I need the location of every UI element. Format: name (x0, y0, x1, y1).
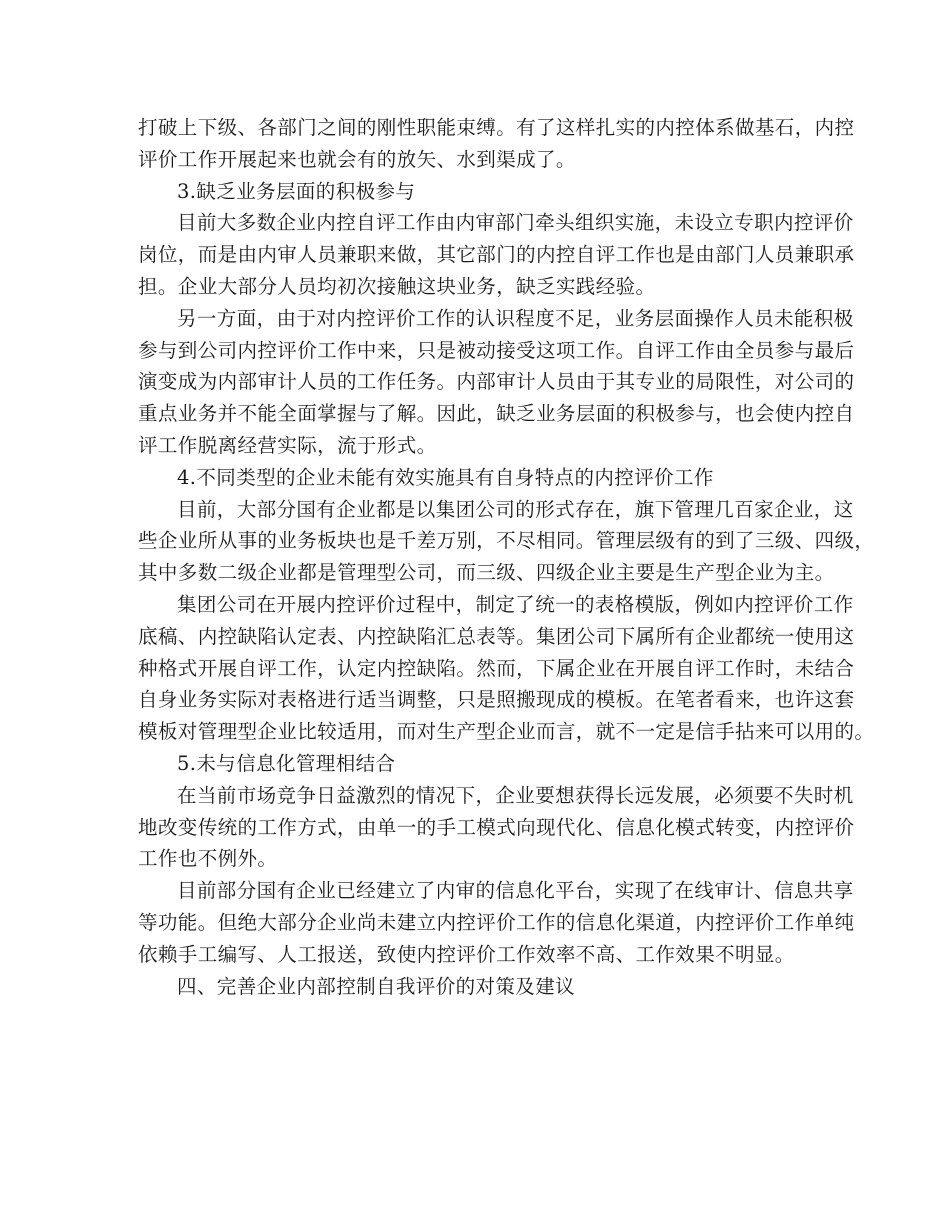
paragraph (138, 875, 855, 970)
text-line: 重点业务并不能全面掌握与了解。因此，缺乏业务层面的积极参与，也会使内控自 (138, 402, 855, 426)
text-line: 集团公司在开展内控评价过程中，制定了统一的表格模版，例如内控评价工作 (177, 592, 854, 616)
section-heading: 4.不同类型的企业未能有效实施具有自身特点的内控评价工作 (177, 465, 714, 489)
text-line: 其中多数二级企业都是管理型公司，而三级、四级企业主要是生产型企业为主。 (138, 561, 835, 585)
text-line: 目前部分国有企业已经建立了内审的信息化平台，实现了在线审计、信息共享 (177, 879, 854, 903)
text-line: 底稿、内控缺陷认定表、内控缺陷汇总表等。集团公司下属所有企业都统一使用这 (138, 624, 855, 648)
text-line: 评价工作开展起来也就会有的放矢、水到渠成了。 (138, 147, 576, 171)
paragraph-continued (138, 112, 855, 176)
text-line: 担。企业大部分人员均初次接触这块业务，缺乏实践经验。 (138, 274, 656, 298)
text-line: 在当前市场竞争日益激烈的情况下，企业要想获得长远发展，必须要不失时机 (177, 783, 854, 807)
paragraph (138, 303, 855, 462)
document-page (138, 112, 875, 1002)
section-heading: 四、完善企业内部控制自我评价的对策及建议 (177, 974, 576, 998)
text-line: 地改变传统的工作方式，由单一的手工模式向现代化、信息化模式转变，内控评价 (138, 815, 855, 839)
text-line: 种格式开展自评工作，认定内控缺陷。然而，下属企业在开展自评工作时，未结合 (138, 656, 855, 680)
text-line: 演变成为内部审计人员的工作任务。内部审计人员由于其专业的局限性，对公司的 (138, 370, 855, 394)
text-line: 参与到公司内控评价工作中来，只是被动接受这项工作。自评工作由全员参与最后 (138, 338, 855, 362)
text-line: 些企业所从事的业务板块也是千差万别，不尽相同。管理层级有的到了三级、四级， (138, 529, 875, 553)
text-line: 依赖手工编写、人工报送，致使内控评价工作效率不高、工作效果不明显。 (138, 942, 795, 966)
text-line: 岗位，而是由内审人员兼职来做，其它部门的内控自评工作也是由部门人员兼职承 (138, 243, 855, 267)
section-heading: 3.缺乏业务层面的积极参与 (177, 179, 416, 203)
text-line: 目前大多数企业内控自评工作由内审部门牵头组织实施，未设立专职内控评价 (177, 211, 854, 235)
text-line: 另一方面，由于对内控评价工作的认识程度不足，业务层面操作人员未能积极 (177, 306, 854, 330)
section-heading: 5.未与信息化管理相结合 (177, 751, 396, 775)
text-line: 目前，大部分国有企业都是以集团公司的形式存在，旗下管理几百家企业，这 (177, 497, 854, 521)
text-line: 等功能。但绝大部分企业尚未建立内控评价工作的信息化渠道，内控评价工作单纯 (138, 910, 855, 934)
paragraph (138, 207, 855, 302)
text-line: 打破上下级、各部门之间的刚性职能束缚。有了这样扎实的内控体系做基石，内控 (138, 116, 855, 139)
text-line: 模板对管理型企业比较适用，而对生产型企业而言，就不一定是信手拈来可以用的。 (138, 720, 875, 744)
text-line: 自身业务实际对表格进行适当调整，只是照搬现成的模板。在笔者看来，也许这套 (138, 688, 855, 712)
text-line: 评工作脱离经营实际，流于形式。 (138, 433, 437, 457)
paragraph (138, 780, 855, 875)
text-line: 工作也不例外。 (138, 847, 278, 871)
paragraph (138, 589, 875, 748)
paragraph (138, 494, 875, 589)
